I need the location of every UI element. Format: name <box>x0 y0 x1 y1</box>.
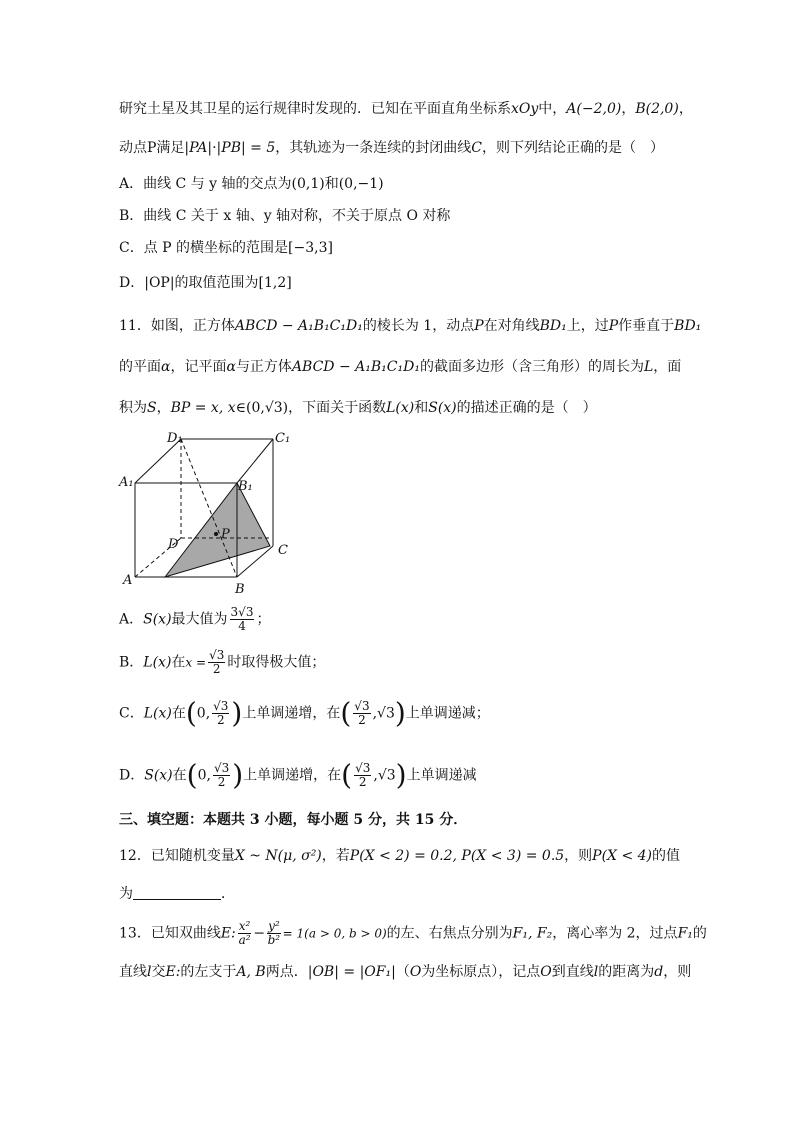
q11-line-3: 积为S，BP = x, x∈(0,√3)，下面关于函数L(x)和S(x)的描述正确的是（ ） <box>119 400 597 416</box>
label-b1: B₁ <box>238 479 253 494</box>
label-a: A <box>123 573 133 588</box>
fraction-y2-over-b2: $\frac{\text{y²}}{\text{b²}}$ <box>267 919 281 947</box>
fraction-sqrt3-over-2: $\frac{√3}{2}$ <box>354 699 370 727</box>
q10-line-1: 研究土星及其卫星的运行规律时发现的．已知在平面直角坐标系xOy中，A(−2,0)，B(2,0)， <box>119 101 693 117</box>
fraction-3sqrt3-over-4: $\frac{3√3}{4}$ <box>230 605 254 633</box>
q12-line-1: 12．已知随机变量X ~ N(μ, σ²)，若P(X < 2) = 0.2, P(X < 3) = 0.5，则P(X < 4)的值 <box>119 848 681 864</box>
q10-line-2: 动点P满足|PA|·|PB| = 5，其轨迹为一条连续的封闭曲线C，则下列结论正确的是（ ） <box>119 140 664 156</box>
point-p <box>214 532 218 536</box>
q11-option-d: D．S(x)在(0, $\frac{√3}{2}$ )上单调递增，在( $\frac{√3}{2}$ ,√3)上单调递减 <box>119 758 477 792</box>
label-c1: C₁ <box>275 431 291 446</box>
answer-blank <box>133 885 221 900</box>
q10-option-b: B．曲线 C 关于 x 轴、y 轴对称，不关于原点 O 对称 <box>119 208 451 224</box>
label-c: C <box>278 543 288 558</box>
edge-b1-c1 <box>237 439 273 483</box>
q13-line-1: 13．已知双曲线E: $\frac{\text{x²}}{\text{a²}}$ − $\frac{\text{y²}}{\text{b²}}$ = 1(a > 0, b > 0)的左、右焦点分别为F₁, F₂，离心率为 2，过点F₁的 <box>119 919 707 947</box>
label-d1: D₁ <box>167 431 183 446</box>
q11-option-b: B．L(x)在x = $\frac{√3}{2}$ 时取得极大值； <box>119 648 326 676</box>
q13-line-2: 直线l交E:的左支于A, B两点．|OB| = |OF₁|（O为坐标原点），记点O到直线l的距离为d，则 <box>119 964 692 980</box>
q10-option-c: C．点 P 的横坐标的范围是[−3,3] <box>119 240 333 256</box>
fraction-sqrt3-over-2: $\frac{√3}{2}$ <box>355 761 371 789</box>
q10-option-a: A．曲线 C 与 y 轴的交点为(0,1)和(0,−1) <box>119 176 384 192</box>
label-b: B <box>235 582 245 597</box>
fraction-sqrt3-over-2: $\frac{√3}{2}$ <box>213 699 229 727</box>
q11-option-c: C．L(x)在(0, $\frac{√3}{2}$ )上单调递增，在( $\frac{√3}{2}$ ,√3)上单调递减； <box>119 696 490 730</box>
label-a1: A₁ <box>119 475 134 490</box>
fraction-sqrt3-over-2: $\frac{√3}{2}$ <box>209 648 225 676</box>
q11-option-a: A．S(x)最大值为 $\frac{3√3}{4}$ ； <box>119 605 271 633</box>
label-d: D <box>168 537 179 552</box>
fraction-x2-over-a2: $\frac{\text{x²}}{\text{a²}}$ <box>238 919 251 947</box>
q11-line-1: 11．如图，正方体ABCD − A₁B₁C₁D₁的棱长为 1，动点P在对角线BD₁上，过P作垂直于BD₁ <box>119 318 702 334</box>
q12-line-2: 为 ． <box>119 886 235 902</box>
q10-option-d: D．|OP|的取值范围为[1,2] <box>119 275 292 291</box>
fraction-sqrt3-over-2: $\frac{√3}{2}$ <box>213 761 230 789</box>
q11-line-2: 的平面α，记平面α与正方体ABCD − A₁B₁C₁D₁的截面多边形（含三角形）的周长为L，面 <box>119 359 682 375</box>
cube-figure <box>115 428 305 598</box>
section-heading: 三、填空题：本题共 3 小题，每小题 5 分，共 15 分． <box>119 812 468 828</box>
label-p: P <box>221 527 230 542</box>
